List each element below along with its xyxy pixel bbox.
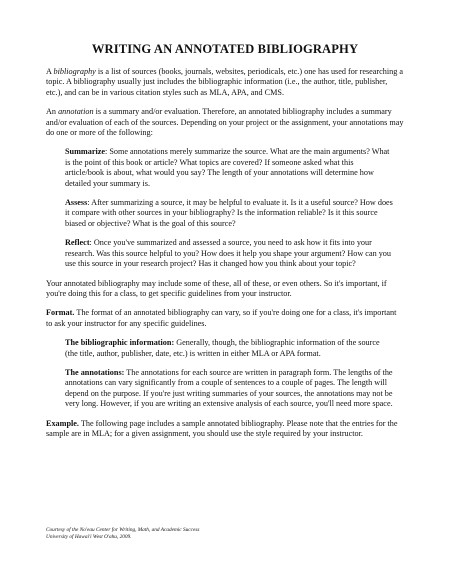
item-text: The annotations for each source are written in paragraph form. The lengths of the annotations can vary significantly from a couple of sentences to a couple of pages. The length will depend on the purpose. If you're just writing summaries of your sources, the annotations may not be very long. However, if you are writing an extensive analysis of each source, you'll need more space. <box>65 367 393 409</box>
item-term: Reflect <box>65 238 90 248</box>
item-text: Generally, though, the bibliographic information of the source (the title, author, publisher, date, etc.) is written in either MLA or APA format. <box>65 338 380 358</box>
item-text: : After summarizing a source, it may be helpful to evaluate it. Is it a useful source? How does it compare with other sources in your bibliography? Is the information reliable? Is it this source biased or objective? What is the goal of this source? <box>65 198 393 228</box>
term-annotation: annotation <box>58 107 94 117</box>
format-paragraph <box>46 308 404 329</box>
item-term: The annotations: <box>65 367 125 377</box>
page-title: WRITING AN ANNOTATED BIBLIOGRAPHY <box>91 42 359 56</box>
item-term: Assess <box>65 198 88 208</box>
item-text: : Once you've summarized and assessed a source, you need to ask how it fits into your research. Was this source helpful to you? How does it help you shape your argument? How can you use this source in your research project? Has it changed how you think about your topic? <box>65 238 391 269</box>
intro-prefix: An <box>46 107 59 117</box>
item-assess <box>65 198 393 229</box>
item-text: : Some annotations merely summarize the source. What are the main arguments? What is the point of this book or article? What topics are covered? If someone asked what this article/book is about, what would you say? The length of your annotations will determine how detailed your summary is. <box>65 147 390 188</box>
intro-paragraph-annotation <box>46 107 404 138</box>
item-term: Summarize <box>65 147 106 157</box>
item-summarize <box>65 147 393 189</box>
format-term: Format. <box>46 308 75 318</box>
term-bibliography: bibliography <box>53 67 96 76</box>
example-term: Example. <box>46 418 79 428</box>
footer-credit <box>46 527 199 540</box>
footer-line-2: University of Hawai'i West O'ahu, 2009. <box>46 533 132 540</box>
intro-prefix: A <box>46 67 54 76</box>
footer-line-1: Courtesy of the No'eau Center for Writing, Math, and Academic Success <box>46 527 200 533</box>
example-paragraph <box>46 419 404 440</box>
format-text: The format of an annotated bibliography can vary, so if you're doing one for a class, it's important to ask your instructor for any specific guidelines. <box>46 308 397 328</box>
intro-paragraph-bibliography <box>46 67 404 98</box>
closing-paragraph: Your annotated bibliography may include some of these, all of these, or even others. So it's important, if you're doing this for a class, to get specific guidelines from your instructor. <box>46 278 387 298</box>
format-item-annotations <box>65 368 393 410</box>
item-reflect <box>65 238 393 269</box>
intro-body: is a summary and/or evaluation. Therefore, an annotated bibliography includes a summary and/or evaluation of each of the sources. Depending on your project or the assignment, your annotations may do one or more of the following: <box>46 107 404 138</box>
item-term: The bibliographic information: <box>65 338 175 348</box>
format-item-bibliographic-information <box>65 338 393 359</box>
intro-body: is a list of sources (books, journals, websites, periodicals, etc.) one has used for researching a topic. A bibliography usually just includes the bibliographic information (i.e., the author, title, publisher, etc.), and can be in various citation styles such as MLA, APA, and CMS. <box>46 67 403 97</box>
example-text: The following page includes a sample annotated bibliography. Please note that the entries for the sample are in MLA; for a given assignment, you should use the style required by your instructor. <box>46 418 398 438</box>
